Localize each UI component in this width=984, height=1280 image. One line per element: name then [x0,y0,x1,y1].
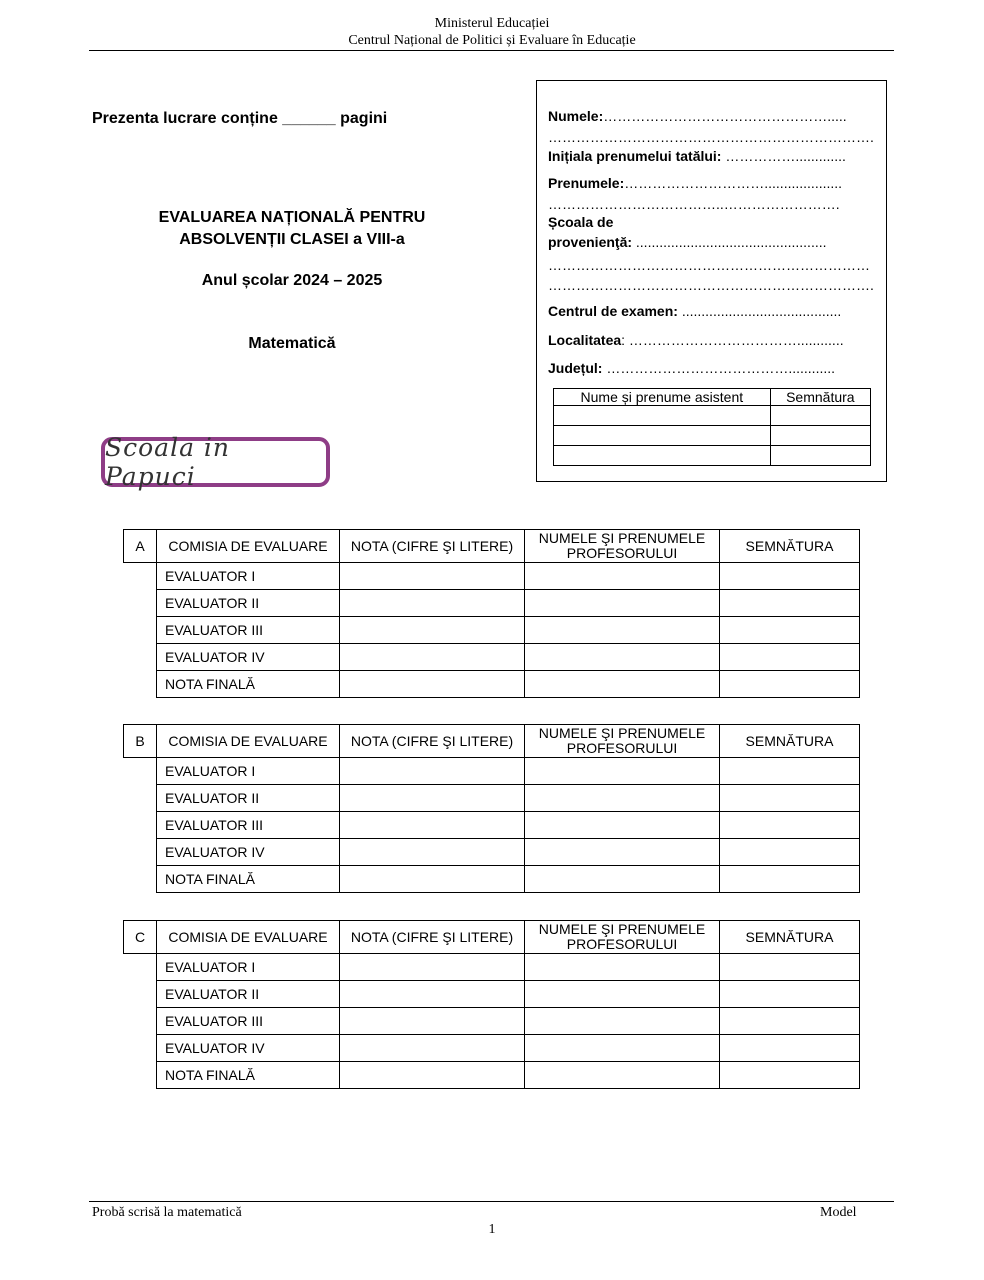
localitatea-label: Localitatea [548,332,622,348]
evaluation-table-header [124,725,860,758]
asistent-table-header [554,389,871,406]
profesor-cell[interactable] [525,954,720,981]
profesor-cell[interactable] [525,617,720,644]
asistent-row [554,426,871,446]
nota-cell[interactable] [340,590,525,617]
col-comisia: COMISIA DE EVALUARE [157,725,340,758]
numele-line-2[interactable] [548,129,878,145]
logo-text: Scoala in Papuci [105,433,231,491]
table-row [124,785,860,812]
table-row [124,563,860,590]
col-numele [525,530,720,563]
semnatura-cell[interactable] [720,954,860,981]
candidate-info-box [536,80,887,482]
nota-cell[interactable] [340,812,525,839]
col-numele-line1: NUMELE ŞI PRENUMELE [538,530,706,546]
evaluation-table-b [123,724,860,893]
semnatura-cell[interactable] [720,1062,860,1089]
col-numele-line2: PROFESORULUI [566,545,678,561]
evaluator-label: NOTA FINALĂ [157,671,340,698]
asistent-signature-cell[interactable] [770,426,870,446]
col-numele-line1: NUMELE ŞI PRENUMELE [538,725,706,741]
evaluator-label: EVALUATOR I [157,563,340,590]
asistent-col-name: Nume și prenume asistent [554,389,771,406]
header-ministry: Ministerul Educației [434,16,550,31]
evaluation-table-a [123,529,860,698]
table-letter: A [124,530,157,563]
prenumele-dots: ………………………….................... [624,175,843,191]
pages-line: Prezenta lucrare conține ______ pagini [92,110,388,127]
asistent-signature-cell[interactable] [770,446,870,466]
scoala-label-2: provenienţă: [548,234,633,250]
nota-cell[interactable] [340,563,525,590]
table-row [124,954,860,981]
page-number: 1 [488,1222,496,1237]
localitatea-line[interactable] [548,332,878,348]
nota-cell[interactable] [340,839,525,866]
table-row [124,590,860,617]
table-row [124,758,860,785]
blank-cell [124,812,157,839]
scoala-in-papuci-logo [101,433,330,491]
evaluator-label: EVALUATOR II [157,981,340,1008]
prenumele-dots-2: ………………………………..……………………. [548,196,840,212]
numele-label: Numele: [548,108,604,124]
blank-cell [124,563,157,590]
nota-cell[interactable] [340,1035,525,1062]
blank-cell [124,617,157,644]
evaluation-table-header [124,921,860,954]
asistent-name-cell[interactable] [554,446,771,466]
judetul-dots: …………………………………............ [602,360,836,376]
exam-title-line2: ABSOLVENȚII CLASEI a VIII-a [179,231,405,248]
table-row [124,644,860,671]
scoala-label-line1 [548,214,878,230]
nota-cell[interactable] [340,617,525,644]
col-numele [525,725,720,758]
initiala-label: Inițiala prenumelui tatălui: [548,148,722,164]
asistent-signature-cell[interactable] [770,406,870,426]
table-row [124,839,860,866]
profesor-cell[interactable] [525,590,720,617]
scoala-dots: ................................................. [632,234,827,250]
blank-cell [124,1008,157,1035]
blank-cell [124,981,157,1008]
semnatura-cell[interactable] [720,1035,860,1062]
blank-cell [124,671,157,698]
evaluation-table-header [124,530,860,563]
centru-line[interactable] [548,303,878,319]
evaluator-label: EVALUATOR IV [157,644,340,671]
profesor-cell[interactable] [525,785,720,812]
col-nota: NOTA (CIFRE ŞI LITERE) [340,921,525,954]
nota-cell[interactable] [340,954,525,981]
profesor-cell[interactable] [525,1062,720,1089]
blank-cell [124,839,157,866]
col-semnatura: SEMNĂTURA [720,921,860,954]
asistent-name-cell[interactable] [554,426,771,446]
evaluator-label: EVALUATOR I [157,954,340,981]
table-row [124,1008,860,1035]
semnatura-cell[interactable] [720,1008,860,1035]
table-row [124,1062,860,1089]
semnatura-cell[interactable] [720,839,860,866]
profesor-cell[interactable] [525,671,720,698]
col-nota: NOTA (CIFRE ŞI LITERE) [340,725,525,758]
evaluator-label: EVALUATOR III [157,1008,340,1035]
table-row [124,981,860,1008]
blank-cell [124,1035,157,1062]
scoala-dots-2: …………………………………………………………… [548,257,870,273]
semnatura-cell[interactable] [720,866,860,893]
nota-cell[interactable] [340,1062,525,1089]
profesor-cell[interactable] [525,839,720,866]
evaluator-label: EVALUATOR II [157,590,340,617]
judetul-line[interactable] [548,360,878,376]
scoala-line-3[interactable] [548,277,878,293]
numele-dots-2: ……………………………………………………………. [548,129,874,145]
semnatura-cell[interactable] [720,758,860,785]
exam-title-line1: EVALUAREA NAȚIONALĂ PENTRU [158,209,426,226]
footer-exam-name: Probă scrisă la matematică [92,1205,242,1220]
semnatura-cell[interactable] [720,590,860,617]
col-semnatura: SEMNĂTURA [720,725,860,758]
semnatura-cell[interactable] [720,981,860,1008]
footer-divider [89,1201,894,1202]
semnatura-cell[interactable] [720,812,860,839]
blank-cell [124,644,157,671]
table-letter: C [124,921,157,954]
table-row [124,617,860,644]
col-nota: NOTA (CIFRE ŞI LITERE) [340,530,525,563]
semnatura-cell[interactable] [720,563,860,590]
evaluator-label: EVALUATOR III [157,617,340,644]
centru-dots: ......................................... [677,303,842,319]
evaluator-label: NOTA FINALĂ [157,1062,340,1089]
centru-label: Centrul de examen: [548,303,678,319]
blank-cell [124,590,157,617]
table-row [124,671,860,698]
evaluator-label: EVALUATOR IV [157,1035,340,1062]
evaluation-table-c [123,920,860,1089]
numele-dots: …………………………………………..... [603,108,847,124]
profesor-cell[interactable] [525,1008,720,1035]
subject-title: Matematică [248,335,336,352]
col-semnatura: SEMNĂTURA [720,530,860,563]
nota-cell[interactable] [340,758,525,785]
asistent-col-signature: Semnătura [770,389,870,406]
table-row [124,1035,860,1062]
nota-cell[interactable] [340,644,525,671]
scoala-dots-3: ……………………………………………………………. [548,277,874,293]
header-center: Centrul Național de Politici și Evaluare în Educație [348,33,636,48]
initiala-dots: ……………............. [721,148,846,164]
evaluator-label: EVALUATOR II [157,785,340,812]
asistent-row [554,406,871,426]
evaluator-label: EVALUATOR IV [157,839,340,866]
blank-cell [124,954,157,981]
nota-cell[interactable] [340,671,525,698]
blank-cell [124,785,157,812]
col-numele-line1: NUMELE ŞI PRENUMELE [538,921,706,937]
evaluator-label: EVALUATOR I [157,758,340,785]
profesor-cell[interactable] [525,981,720,1008]
semnatura-cell[interactable] [720,644,860,671]
semnatura-cell[interactable] [720,617,860,644]
col-numele-line2: PROFESORULUI [566,740,678,756]
school-year: Anul școlar 2024 – 2025 [201,272,383,289]
asistent-name-cell[interactable] [554,406,771,426]
localitatea-dots: : ………………………………............ [621,332,844,348]
nota-cell[interactable] [340,981,525,1008]
blank-cell [124,866,157,893]
profesor-cell[interactable] [525,563,720,590]
col-comisia: COMISIA DE EVALUARE [157,530,340,563]
profesor-cell[interactable] [525,644,720,671]
nota-cell[interactable] [340,1008,525,1035]
semnatura-cell[interactable] [720,785,860,812]
evaluator-label: EVALUATOR III [157,812,340,839]
numele-line[interactable] [548,108,878,124]
nota-cell[interactable] [340,785,525,812]
col-comisia: COMISIA DE EVALUARE [157,921,340,954]
evaluator-label: NOTA FINALĂ [157,866,340,893]
judetul-label: Județul: [548,360,603,376]
profesor-cell[interactable] [525,758,720,785]
profesor-cell[interactable] [525,812,720,839]
scoala-label-1: Școala de [548,214,614,230]
col-numele-line2: PROFESORULUI [566,936,678,952]
profesor-cell[interactable] [525,1035,720,1062]
prenumele-line[interactable] [548,175,878,191]
footer-model: Model [820,1205,857,1220]
col-numele [525,921,720,954]
prenumele-label: Prenumele: [548,175,625,191]
scoala-line[interactable] [548,234,878,250]
table-row [124,866,860,893]
asistent-row [554,446,871,466]
profesor-cell[interactable] [525,866,720,893]
table-row [124,812,860,839]
initiala-line[interactable] [548,148,878,164]
table-letter: B [124,725,157,758]
blank-cell [124,1062,157,1089]
prenumele-line-2[interactable] [548,196,878,212]
blank-cell [124,758,157,785]
nota-cell[interactable] [340,866,525,893]
header-divider [89,50,894,51]
semnatura-cell[interactable] [720,671,860,698]
scoala-line-2[interactable] [548,257,878,273]
asistent-table [553,388,871,466]
